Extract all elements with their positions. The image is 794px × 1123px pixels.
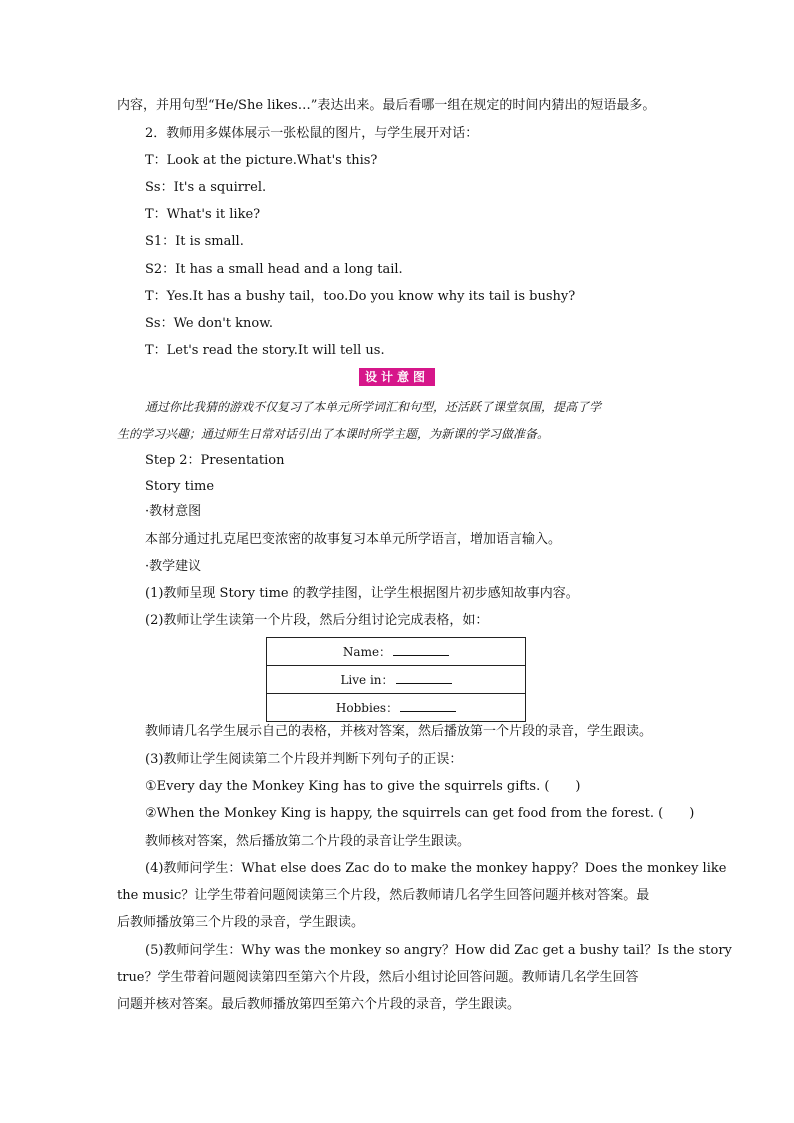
table-row [267, 666, 526, 694]
dialogue-line-2: Ss：It's a squirrel. [145, 180, 267, 195]
material-intent-title: ·教材意图 [145, 504, 202, 519]
dialogue-line-1: T：Look at the picture.What's this? [145, 153, 378, 168]
table-row [267, 638, 526, 666]
teaching-suggestion-title: ·教学建议 [145, 559, 202, 574]
design-intent-line-2: 生的学习兴趣；通过师生日常对话引出了本课时所学主题，为新课的学习做准备。 [117, 427, 550, 441]
dialogue-line-5: S2：It has a small head and a long tail. [145, 262, 403, 277]
answer-blank [396, 671, 452, 684]
info-table [266, 637, 526, 722]
design-intent-badge: 设计意图 [359, 368, 435, 386]
material-intent-text: 本部分通过扎克尾巴变浓密的故事复习本单元所学语言，增加语言输入。 [145, 532, 562, 547]
check-answers-text: 教师核对答案，然后播放第二个片段的录音让学生跟读。 [145, 834, 471, 849]
suggestion-5-line-1: (5)教师问学生：Why was the monkey so angry？How did Zac get a bushy tail？Is the story [145, 943, 732, 958]
judge-sentence-1: ①Every day the Monkey King has to give the squirrels gifts. ( ) [145, 779, 581, 794]
dialogue-line-3: T：What's it like? [145, 207, 261, 222]
step-heading: Step 2：Presentation [145, 453, 285, 468]
table-label-live-in: Live in： [340, 673, 394, 687]
suggestion-5-line-2: true？学生带着问题阅读第四至第六个片段，然后小组讨论回答问题。教师请几名学生回答 [117, 970, 639, 985]
suggestion-1: (1)教师呈现 Story time 的教学挂图，让学生根据图片初步感知故事内容。 [145, 586, 579, 601]
table-label-name: Name： [342, 645, 392, 659]
after-table-text: 教师请几名学生展示自己的表格，并核对答案，然后播放第一个片段的录音，学生跟读。 [145, 724, 653, 739]
dialogue-line-7: Ss：We don't know. [145, 316, 273, 331]
design-intent-line-1: 通过你比我猜的游戏不仅复习了本单元所学词汇和句型，还活跃了课堂氛围，提高了学 [145, 400, 602, 414]
suggestion-3: (3)教师让学生阅读第二个片段并判断下列句子的正误： [145, 752, 463, 767]
paragraph-1: 内容，并用句型“He/She likes…”表达出来。最后看哪一组在规定的时间内猜出的短语最多。 [117, 98, 656, 113]
table-row [267, 694, 526, 722]
table-label-hobbies: Hobbies： [335, 701, 399, 715]
suggestion-2: (2)教师让学生读第一个片段，然后分组讨论完成表格，如： [145, 613, 489, 628]
answer-blank [393, 643, 449, 656]
suggestion-5-line-3: 问题并核对答案。最后教师播放第四至第六个片段的录音，学生跟读。 [117, 997, 521, 1012]
judge-sentence-2: ②When the Monkey King is happy, the squirrels can get food from the forest. ( ) [145, 806, 695, 821]
suggestion-4-line-1: (4)教师问学生：What else does Zac do to make the monkey happy？Does the monkey like [145, 861, 727, 876]
answer-blank [400, 699, 456, 712]
dialogue-line-4: S1：It is small. [145, 234, 244, 249]
story-time-heading: Story time [145, 479, 215, 494]
suggestion-4-line-3: 后教师播放第三个片段的录音，学生跟读。 [117, 915, 365, 930]
dialogue-line-8: T：Let's read the story.It will tell us. [145, 343, 385, 358]
suggestion-4-line-2: the music？让学生带着问题阅读第三个片段，然后教师请几名学生回答问题并核对答案。最 [117, 888, 650, 903]
paragraph-2: 2．教师用多媒体展示一张松鼠的图片，与学生展开对话： [145, 126, 479, 141]
dialogue-line-6: T：Yes.It has a bushy tail，too.Do you know why its tail is bushy? [145, 289, 576, 304]
